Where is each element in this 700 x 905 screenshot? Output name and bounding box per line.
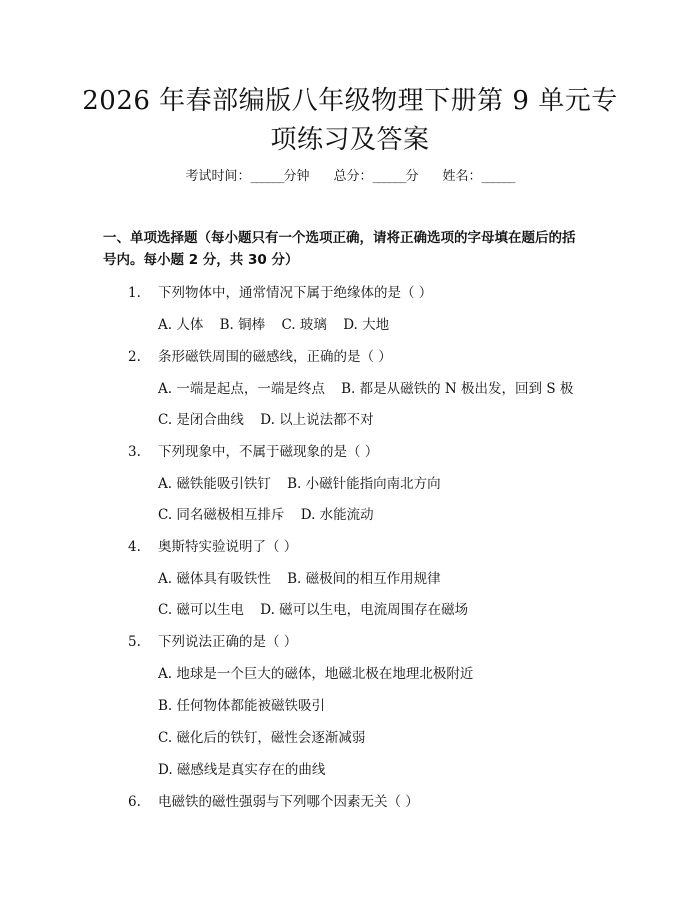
question-number: 6. [128,794,141,810]
option-d: D. 大地 [343,317,390,333]
option-a: A. 人体 [158,317,204,333]
option-b: B. 小磁针能指向南北方向 [287,476,441,492]
question-1 [128,283,432,303]
question-number: 1. [128,285,141,301]
question-3-options-row-1 [158,474,453,494]
question-text: 奥斯特实验说明了（ ） [158,539,298,555]
option-b: B. 磁极间的相互作用规律 [287,571,441,587]
option-d: D. 水能流动 [300,507,374,523]
question-6 [128,792,419,812]
option-c: C. 磁可以生电 [158,602,244,618]
option-a: A. 一端是起点，一端是终点 [158,381,325,397]
section-heading-line-1: 一、单项选择题（每小题只有一个选项正确，请将正确选项的字母填在题后的括 [103,230,576,246]
name-blank: ______ [481,169,515,184]
question-4-options-row-1 [158,569,453,589]
option-b: B. 铜棒 [219,317,266,333]
question-5-option-b: B. 任何物体都能被磁铁吸引 [158,698,326,714]
score-label: 总分： [333,169,373,184]
question-5-option-d: D. 磁感线是真实存在的曲线 [158,762,326,778]
question-5 [128,632,297,652]
question-4 [128,537,297,557]
name-label: 姓名： [442,169,482,184]
question-text: 下列现象中，不属于磁现象的是（ ） [158,444,379,460]
time-label: 考试时间： [185,169,251,184]
question-4-options-row-2 [158,600,480,620]
question-number: 5. [128,634,141,650]
score-unit: 分 [405,169,419,184]
option-d: D. 磁可以生电，电流周围存在磁场 [260,602,469,618]
exam-meta [0,167,700,187]
exam-time [185,167,309,187]
option-a: A. 磁铁能吸引铁钉 [158,476,271,492]
time-unit: 分钟 [283,169,310,184]
exam-title-line-2: 项练习及答案 [270,125,430,155]
option-c: C. 同名磁极相互排斥 [158,507,285,523]
question-2-options-row-1 [158,379,585,399]
total-score [333,167,418,187]
question-2-options-row-2 [158,410,386,430]
question-3-options-row-2 [158,505,386,525]
question-2 [128,347,392,367]
question-number: 4. [128,539,141,555]
question-number: 2. [128,349,141,365]
section-heading-line-2: 号内。每小题 2 分，共 30 分） [103,252,299,268]
question-text: 下列说法正确的是（ ） [158,634,298,650]
option-c: C. 玻璃 [281,317,327,333]
score-blank: ______ [372,169,406,184]
option-d: D. 以上说法都不对 [260,412,374,428]
question-text: 条形磁铁周围的磁感线，正确的是（ ） [158,349,392,365]
option-a: A. 磁体具有吸铁性 [158,571,271,587]
question-number: 3. [128,444,141,460]
student-name [443,167,515,187]
exam-title-line-1: 2026 年春部编版八年级物理下册第 9 单元专 [82,86,618,116]
section-heading [103,227,603,271]
question-5-option-c: C. 磁化后的铁钉，磁性会逐渐减弱 [158,730,366,746]
option-b: B. 都是从磁铁的 N 极出发，回到 S 极 [341,381,574,397]
question-text: 下列物体中，通常情况下属于绝缘体的是（ ） [158,285,433,301]
question-1-options [158,315,401,335]
question-3 [128,442,378,462]
time-blank: ______ [250,169,284,184]
question-text: 电磁铁的磁性强弱与下列哪个因素无关（ ） [158,794,419,810]
option-c: C. 是闭合曲线 [158,412,244,428]
question-5-option-a: A. 地球是一个巨大的磁体，地磁北极在地理北极附近 [158,666,474,682]
